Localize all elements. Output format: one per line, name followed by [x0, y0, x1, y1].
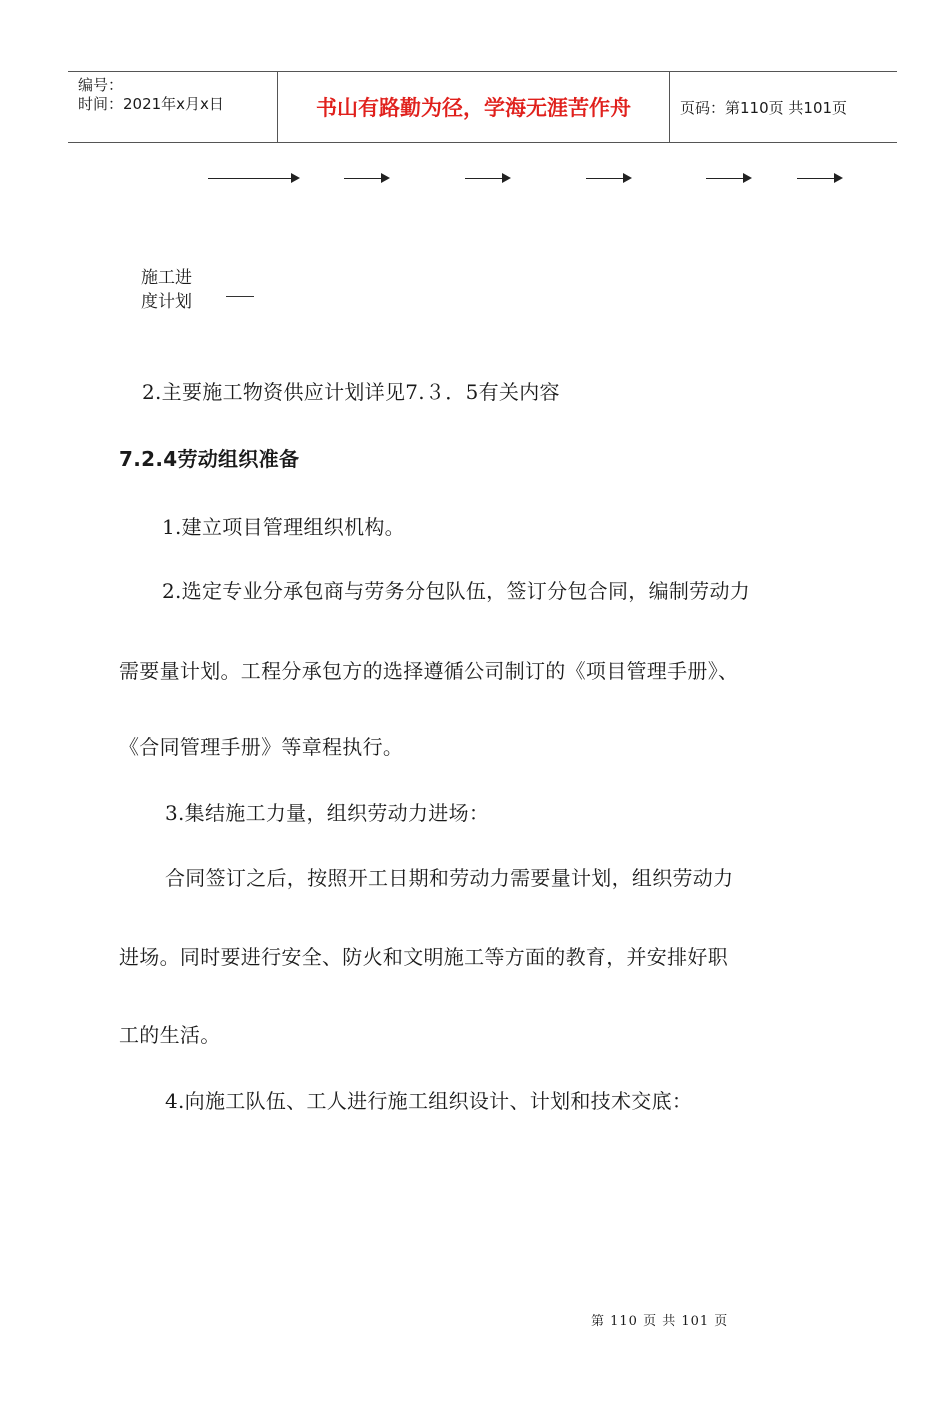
section-heading: 7.2.4劳动组织准备	[119, 447, 300, 471]
time-label: 时间：2021年x月x日	[78, 95, 224, 113]
schedule-label-line2: 度计划	[141, 292, 192, 312]
flow-arrow-6	[797, 173, 843, 185]
header-page-info	[670, 72, 897, 142]
header-motto: 书山有路勤为径，学海无涯苦作舟	[316, 96, 631, 120]
page-footer: 第 110 页 共 101 页	[591, 1314, 729, 1329]
schedule-connector	[226, 296, 254, 297]
schedule-label	[141, 266, 192, 314]
header-motto-cell	[278, 72, 670, 142]
page-info-text: 页码：第110页 共101页	[680, 98, 848, 117]
page-header	[68, 71, 897, 143]
header-meta	[68, 72, 278, 142]
flow-arrow-4	[586, 173, 632, 185]
schedule-label-line1: 施工进	[141, 268, 192, 288]
flow-arrow-2	[344, 173, 390, 185]
paragraph-contract-line3: 工的生活。	[119, 1023, 221, 1047]
paragraph-briefing: 4.向施工队伍、工人进行施工组织设计、计划和技术交底：	[165, 1089, 693, 1113]
paragraph-organization: 1.建立项目管理组织机构。	[162, 515, 405, 539]
flow-arrow-5	[706, 173, 752, 185]
paragraph-subcontract-line3: 《合同管理手册》等章程执行。	[119, 735, 404, 759]
flow-arrow-1	[208, 173, 300, 185]
paragraph-contract-line1: 合同签订之后，按照开工日期和劳动力需要量计划，组织劳动力	[165, 866, 734, 890]
paragraph-contract-line2: 进场。同时要进行安全、防火和文明施工等方面的教育，并安排好职	[119, 945, 728, 969]
paragraph-subcontract-line2: 需要量计划。工程分承包方的选择遵循公司制订的《项目管理手册》、	[119, 659, 739, 683]
paragraph-subcontract-line1: 2.选定专业分承包商与劳务分包队伍，签订分包合同，编制劳动力	[162, 579, 751, 603]
paragraph-supply-plan: 2.主要施工物资供应计划详见7.３．5有关内容	[142, 380, 560, 404]
paragraph-workforce: 3.集结施工力量，组织劳动力进场：	[165, 801, 490, 825]
number-label: 编号：	[78, 76, 124, 94]
flow-arrow-3	[465, 173, 511, 185]
